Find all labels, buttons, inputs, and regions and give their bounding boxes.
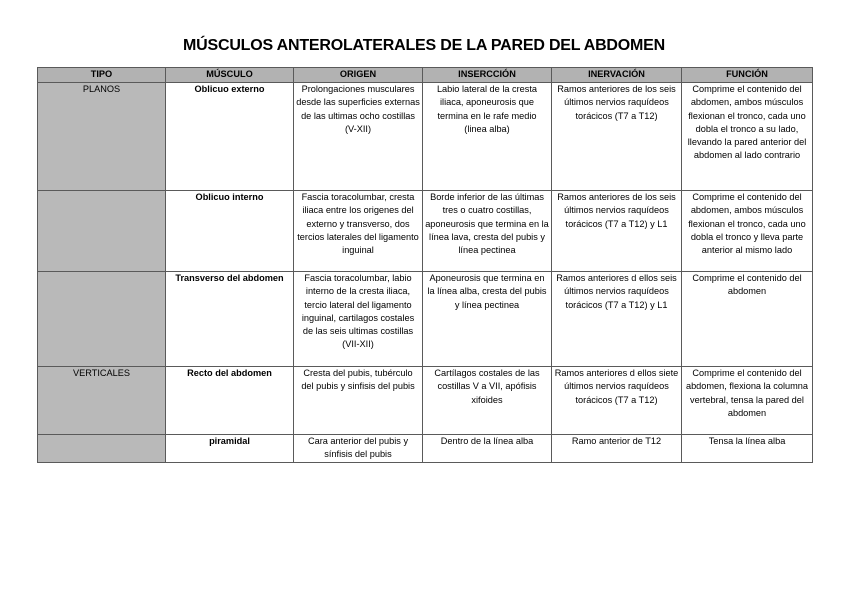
header-inervacion: INERVACIÓN bbox=[552, 68, 682, 83]
header-tipo: TIPO bbox=[38, 68, 166, 83]
cell-musculo: Transverso del abdomen bbox=[166, 272, 294, 367]
cell-insercion: Aponeurosis que termina en la línea alba, cresta del pubis y línea pectinea bbox=[423, 272, 552, 367]
header-funcion: FUNCIÓN bbox=[682, 68, 813, 83]
cell-insercion: Cartílagos costales de las costillas V a VII, apófisis xifoides bbox=[423, 367, 552, 435]
header-origen: ORIGEN bbox=[294, 68, 423, 83]
table-row bbox=[38, 272, 813, 367]
cell-origen: Fascia toracolumbar, labio interno de la cresta iliaca, tercio lateral del ligamento inguinal, cartilagos costales de las seis ultimas costillas (VII-XII) bbox=[294, 272, 423, 367]
cell-musculo: Oblicuo externo bbox=[166, 83, 294, 191]
cell-tipo: VERTICALES bbox=[38, 367, 166, 435]
table-row bbox=[38, 83, 813, 191]
cell-funcion: Tensa la línea alba bbox=[682, 435, 813, 463]
cell-tipo bbox=[38, 272, 166, 367]
cell-insercion: Labio lateral de la cresta iliaca, aponeurosis que termina en le rafe medio (linea alba) bbox=[423, 83, 552, 191]
table-row bbox=[38, 191, 813, 272]
table-header-row bbox=[38, 68, 813, 83]
page-title: MÚSCULOS ANTEROLATERALES DE LA PARED DEL ABDOMEN bbox=[183, 37, 665, 54]
cell-inervacion: Ramos anteriores de los seis últimos nervios raquídeos torácicos (T7 a T12) bbox=[552, 83, 682, 191]
header-insercion: INSERCCIÓN bbox=[423, 68, 552, 83]
cell-inervacion: Ramos anteriores d ellos siete últimos nervios raquídeos torácicos (T7 a T12) bbox=[552, 367, 682, 435]
cell-origen: Prolongaciones musculares desde las superficies externas de las ultimas ocho costillas (V-XII) bbox=[294, 83, 423, 191]
header-musculo: MÚSCULO bbox=[166, 68, 294, 83]
cell-tipo bbox=[38, 435, 166, 463]
table-row bbox=[38, 435, 813, 463]
cell-tipo: PLANOS bbox=[38, 83, 166, 191]
cell-funcion: Comprime el contenido del abdomen, ambos músculos flexionan el tronco, cada uno dobla el tronco y lleva parte anterior al mismo lado bbox=[682, 191, 813, 272]
cell-insercion: Dentro de la línea alba bbox=[423, 435, 552, 463]
cell-origen: Cara anterior del pubis y sínfisis del pubis bbox=[294, 435, 423, 463]
table-row bbox=[38, 367, 813, 435]
cell-origen: Cresta del pubis, tubérculo del pubis y sinfisis del pubis bbox=[294, 367, 423, 435]
cell-origen: Fascia toracolumbar, cresta iliaca entre los origenes del externo y transverso, dos tercios laterales del ligamento inguinal bbox=[294, 191, 423, 272]
cell-musculo: Oblicuo interno bbox=[166, 191, 294, 272]
muscles-table bbox=[37, 67, 813, 463]
cell-musculo: piramidal bbox=[166, 435, 294, 463]
cell-inervacion: Ramos anteriores d ellos seis últimos nervios raquídeos torácicos (T7 a T12) y L1 bbox=[552, 272, 682, 367]
cell-funcion: Comprime el contenido del abdomen bbox=[682, 272, 813, 367]
cell-funcion: Comprime el contenido del abdomen, flexiona la columna vertebral, tensa la pared del abdomen bbox=[682, 367, 813, 435]
cell-funcion: Comprime el contenido del abdomen, ambos músculos flexionan el tronco, cada uno dobla el tronco a su lado, llevando la pared anterior del abdomen al lado contrario bbox=[682, 83, 813, 191]
cell-musculo: Recto del abdomen bbox=[166, 367, 294, 435]
cell-insercion: Borde inferior de las últimas tres o cuatro costillas, aponeurosis que termina en la línea lava, cresta del pubis y línea pectinea bbox=[423, 191, 552, 272]
cell-tipo bbox=[38, 191, 166, 272]
cell-inervacion: Ramos anteriores de los seis últimos nervios raquídeos torácicos (T7 a T12) y L1 bbox=[552, 191, 682, 272]
cell-inervacion: Ramo anterior de T12 bbox=[552, 435, 682, 463]
